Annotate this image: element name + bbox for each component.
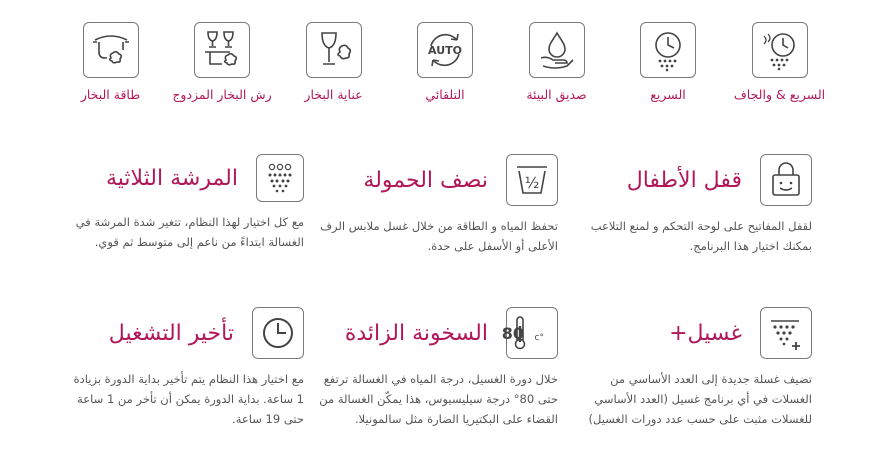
feature-extra-hot [318, 307, 558, 429]
dual-glass-steam-icon [194, 22, 250, 78]
program-label: عناية البخار [304, 87, 363, 102]
program-label: التلقائي [425, 87, 465, 102]
feature-title: السخونة الزائدة [344, 320, 488, 346]
program-label: السريع [650, 87, 686, 102]
thermometer-80-icon [501, 307, 558, 359]
feature-triple-spray [64, 154, 304, 252]
wash-plus-icon [760, 307, 812, 359]
feature-description: خلال دورة الغسيل، درجة المياه في الغسالة ترتفع حتى 80° درجة سيليسيوس، هذا يمكّن الغسالة من القضاء على البكتيريا الضارة مثل سالمونيلا. [319, 372, 558, 426]
feature-title: نصف الحمولة [363, 167, 488, 193]
delay-clock-icon [252, 307, 304, 359]
feature-title: تأخير التشغيل [108, 320, 234, 346]
program-quick [613, 22, 724, 102]
feature-half-load [318, 154, 558, 256]
feature-description: مع اختيار هذا النظام يتم تأخير بداية الدورة بزيادة 1 ساعة. بداية الدورة يمكن أن تأخر من 1 ساعة حتى 19 ساعة. [73, 372, 304, 426]
feature-title: قفل الأطفال [626, 167, 742, 193]
glass-steam-icon [306, 22, 362, 78]
feature-description: لقفل المفاتيح على لوحة التحكم و لمنع التلاعب بمكنك اختيار هذا البرنامج. [590, 219, 812, 253]
triple-spray-icon [256, 154, 304, 202]
program-steam-power [55, 22, 166, 102]
feature-title: غسيل+ [669, 320, 742, 346]
feature-wash-plus [572, 307, 812, 429]
water-drop-hand-icon [529, 22, 585, 78]
feature-description: مع كل اختيار لهذا النظام، تتغير شدة المرشة في الغسالة ابتداءً من ناعم إلى متوسط ثم قوي. [75, 215, 304, 249]
auto-cycle-icon [417, 22, 473, 78]
clock-dry-icon [752, 22, 808, 78]
program-eco [501, 22, 612, 102]
temperature-value: 80 [501, 324, 524, 343]
feature-child-lock [572, 154, 812, 256]
program-auto [390, 22, 501, 102]
pot-steam-icon [83, 22, 139, 78]
svg-text:°c: °c [534, 333, 544, 343]
feature-title: المرشة الثلاثية [105, 165, 238, 191]
feature-description: تضيف غسلة جديدة إلى العدد الأساسي من الغسلات في أي برنامج غسيل (العدد الأساسي للغسلات مثبت على حسب عدد دورات الغسيل) [588, 372, 812, 426]
program-quick-dry [724, 22, 835, 102]
half-load-glyph: ½ [524, 174, 540, 192]
program-label: رش البخار المزدوج [172, 87, 272, 102]
program-label: صديق البيئة [526, 87, 587, 102]
feature-delay-start [64, 307, 304, 429]
clock-quick-icon [640, 22, 696, 78]
feature-description: تحفظ المياه و الطاقة من خلال غسل ملابس الرف الأعلى أو الأسفل على حدة. [320, 219, 558, 253]
program-steam-care [278, 22, 389, 102]
program-dual-steam [167, 22, 278, 102]
program-label: طاقة البخار [80, 87, 141, 102]
program-icons-row [55, 22, 835, 102]
half-load-icon [506, 154, 558, 206]
svg-text:AUTO: AUTO [428, 44, 462, 57]
program-label: السريع & والجاف [733, 87, 826, 102]
child-lock-icon [760, 154, 812, 206]
